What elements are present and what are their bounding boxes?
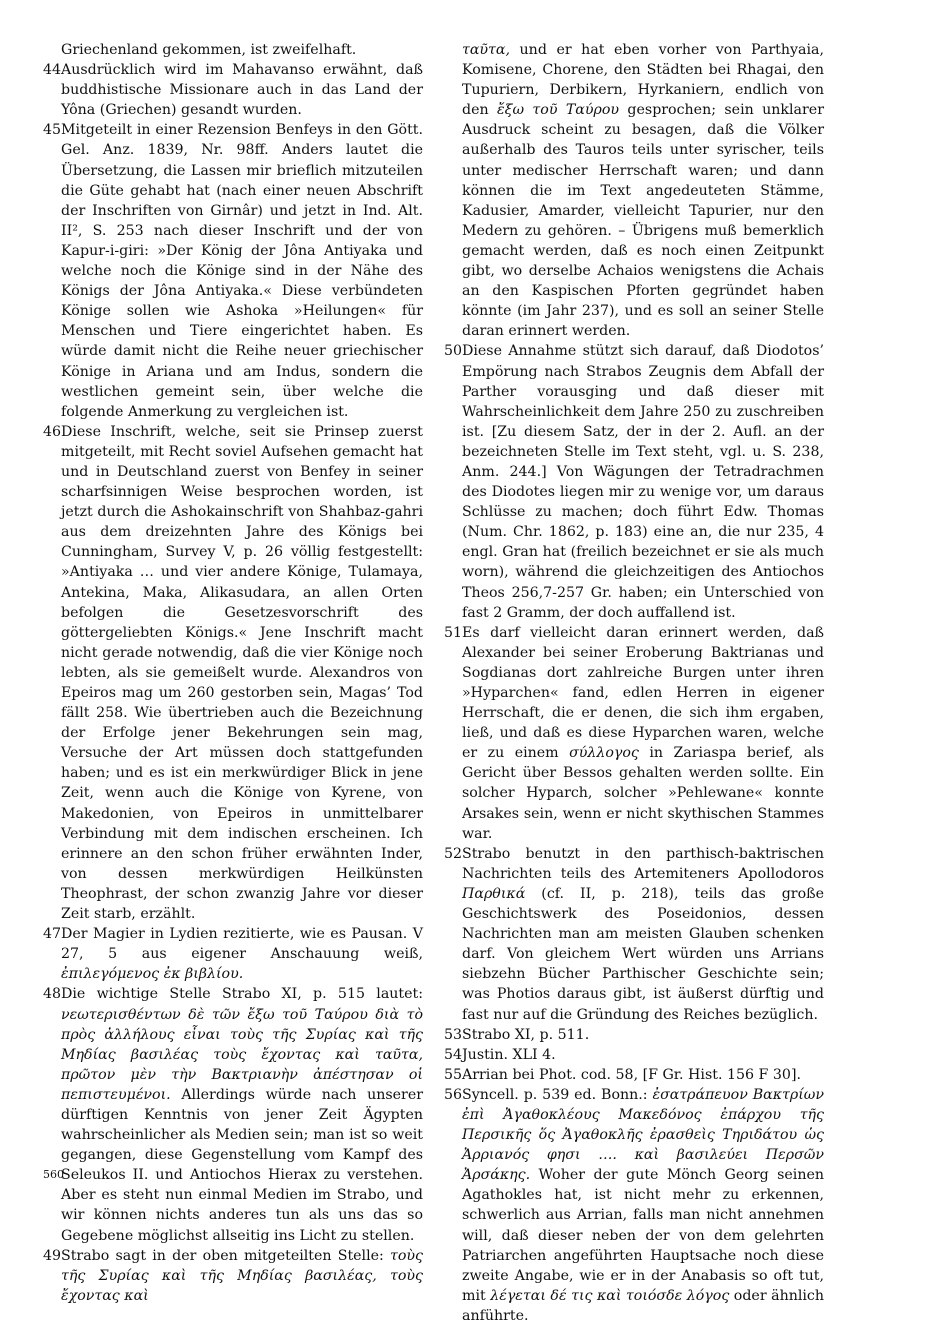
footnote-46: 46Diese Inschrift, welche, seit sie Prinsep zuerst mitgeteilt, mit Recht soviel Aufsehen gemacht hat und in Deutschland zuerst von Benfey in seiner scharfsinnigen Weise besprochen worden, ist jetzt durch die Ashokainschrift von Shahbaz-gahri aus dem dreizehnten Jahre des Königs bei Cunningham, Survey V, p. 26 völlig festgestellt: »Antiyaka … und vier andere Könige, Tulamaya, Antekina, Maka, Alikasudara, an allen Orten befolgen die Gesetzesvorschrift des göttergeliebten Königs.« Jene Inschrift macht nicht gerade notwendig, daß die vier Könige noch lebten, als sie gemeißelt wurde. Alexandros von Epeiros mag um 260 gestorben sein, Magas’ Tod fällt 258. Wie übertrieben auch die Bezeichnung der Erfolge jener Bekehrungen sein mag, Versuche der Art müssen doch stattgefunden haben; und es ist ein merkwürdiger Blick in jene Zeit, wenn auch die Könige von Kyrene, von Makedonien, von Epeiros in unmittelbarer Verbindung mit dem indischen erscheinen. Ich erinnere an den schon früher erwähnten Inder, von dessen merkwürdigen Heilkünsten Theophrast, der schon zwanzig Jahre vor dieser Zeit starb, erzählt.	[43, 423, 423, 923]
greek-quote: λέγεται δέ τις καὶ τοιόσδε λόγος	[490, 1287, 730, 1304]
greek-quote: ἔξω τοῦ Ταύρου	[497, 102, 620, 119]
footnote-number: 52	[444, 845, 463, 862]
footnote-54: 54Justin. XLI 4.	[444, 1045, 824, 1065]
footnote-53: 53Strabo XI, p. 511.	[444, 1025, 824, 1045]
footnote-number: 56	[444, 1086, 463, 1103]
footnote-48: 48Die wichtige Stelle Strabo XI, p. 515 lautet: νεωτερισθέντων δὲ τῶν ἔξω τοῦ Ταύρου διὰ τὸ πρὸς ἀλλήλους εἶναι τοὺς τῆς Συρίας καὶ τῆς Μηδίας βασιλέας τοὺς ἔχοντας καὶ ταῦτα, πρῶτον μὲν τὴν Βακτριανὴν ἀπέστησαν οἱ πεπιστευμένοι. Allerdings würde nach unserer dürftigen Kenntnis von jener Zeit Ägypten wahrscheinlicher als Medien sein; man ist so weit gegangen, diese Gegenstellung vom Kampf des Seleukos II. und Antiochos Hierax zu verstehen. Aber es steht nun einmal Medien im Strabo, und wir können nichts anderes tun als uns das so Gegebene möglichst allseitig ins Licht zu stellen.	[43, 986, 423, 1244]
footnote-43-continuation: Griechenland gekommen, ist zweifelhaft.	[61, 42, 357, 58]
footnote-number: 44	[43, 62, 62, 79]
greek-quote: ἐσατράπευον Βακτρίων ἐπὶ Ἀγαθοκλέους Μακεδόνος ἐπάρχου τῆς Περσικῆς ὅς Ἀγαθοκλῆς ἐρασθεὶς Τηριδάτου ὡς Ἀρριανός φησι …. καὶ βασιλεύει Περσῶν Ἀρσάκης.	[462, 1086, 824, 1184]
footnote-number: 51	[444, 624, 463, 641]
footnote-52: 52Strabo benutzt in den parthisch-baktrischen Nachrichten teils des Artemiteners Apollodoros Παρθικά (cf. II, p. 218), teils das große Geschichtswerk des Poseidonios, dessen Nachrichten man am meisten Glauben schenken darf. Von gleichem Wert würden uns Arrians siebzehn Bücher Parthischer Geschichte sein; was Photios daraus gibt, ist äußerst dürftig und fast nur auf die Gründung des Reiches bezüglich.	[444, 845, 824, 1023]
greek-quote: νεωτερισθέντων δὲ τῶν ἔξω τοῦ Ταύρου διὰ τὸ πρὸς ἀλλήλους εἶναι τοὺς τῆς Συρίας καὶ τῆς Μηδίας βασιλέας τοὺς ἔχοντας καὶ ταῦτα, πρῶτον μὲν τὴν Βακτριανὴν ἀπέστησαν οἱ πεπιστευμένοι.	[61, 1006, 423, 1103]
footnote-number: 55	[444, 1066, 463, 1083]
greek-quote: ἐπιλεγόμενος ἐκ βιβλίου.	[61, 966, 244, 983]
footnote-number: 50	[444, 343, 463, 360]
footnote-49: 49Strabo sagt in der oben mitgeteilten Stelle: τοὺς τῆς Συρίας καὶ τῆς Μηδίας βασιλέας, τοὺς ἔχοντας καὶ	[43, 1247, 423, 1304]
footnote-55: 55Arrian bei Phot. cod. 58, [F Gr. Hist. 156 F 30].	[444, 1065, 824, 1085]
footnote-number: 53	[444, 1026, 463, 1043]
left-column	[43, 40, 423, 1306]
footnote-51: 51Es darf vielleicht daran erinnert werden, daß Alexander bei seiner Eroberung Baktrianas und Sogdianas dort zahlreiche Burgen unter ihren »Hyparchen« fand, edlen Herren in eigener Herrschaft, die er denen, die sich ihm ergaben, ließ, und daß es diese Hyparchen waren, welche er zu einem σύλλογος in Zariaspa berief, als Gericht über Bessos gehalten werden sollte. Ein solcher Hyparch, solcher »Pehlewane« konnte Arsakes sein, wenn er nicht skythischen Stammes war.	[444, 624, 824, 842]
page-number: 560	[43, 1168, 64, 1181]
footnote-45: 45Mitgeteilt in einer Rezension Benfeys in den Gött. Gel. Anz. 1839, Nr. 98ff. Anders lautet die Übersetzung, die Lassen mir brieflich mitzuteilen die Güte gehabt hat (nach einer neuen Abschrift der Inschriften von Girnâr) und jetzt in Ind. Alt. II², S. 253 nach dieser Inschrift und der von Kapur-i-giri: »Der König der Jôna Antiyaka und welche noch die Könige sind in der Nähe des Königs der Jôna Antiyaka.« Diese verbündeten Könige sollen wie Ashoka »Heilungen« für Menschen und Tiere eingerichtet haben. Es würde damit nicht die Reihe neuer griechischer Könige in Ariana und am Indus, sondern die westlichen gemeint sein, über welche die folgende Anmerkung zu vergleichen ist.	[43, 122, 423, 420]
right-column	[444, 40, 824, 1326]
footnote-number: 46	[43, 423, 62, 440]
footnote-number: 48	[43, 986, 62, 1003]
footnote-number: 49	[43, 1247, 62, 1264]
footnote-number: 47	[43, 926, 62, 943]
greek-term: σύλλογος	[569, 745, 639, 762]
footnote-49-continuation: ταῦτα, und er hat eben vorher von Parthyaia, Komisene, Chorene, den Städten bei Rhagai, den Tupuriern, Derbikern, Hyrkaniern, endlich von den ἔξω τοῦ Ταύρου gesprochen; sein unklarer Ausdruck scheint zu besagen, daß die Völker außerhalb des Tauros teils unter syrischer, teils unter medischer Herrschaft waren; und dann können die im Text angedeuteten Stämme, Kadusier, Amarder, vielleicht Tapurier, nur den Medern zu gehören. – Übrigens muß bemerklich gemacht werden, daß es noch einen Zeitpunkt gibt, wo derselbe Achaios wenigstens die Achais an den Kaspischen Pforten gegründet haben könnte (im Jahr 237), und es soll an seiner Stelle daran erinnert werden.	[462, 42, 824, 340]
greek-term: Παρθικά	[462, 885, 526, 902]
greek-quote: τοὺς τῆς Συρίας καὶ τῆς Μηδίας βασιλέας, τοὺς ἔχοντας καὶ	[61, 1247, 423, 1304]
footnote-number: 54	[444, 1046, 463, 1063]
greek-quote: ταῦτα,	[462, 42, 510, 58]
footnote-number: 45	[43, 122, 62, 139]
footnote-56: 56Syncell. p. 539 ed. Bonn.: ἐσατράπευον Βακτρίων ἐπὶ Ἀγαθοκλέους Μακεδόνος ἐπάρχου τῆς Περσικῆς ὅς Ἀγαθοκλῆς ἐρασθεὶς Τηριδάτου ὡς Ἀρριανός φησι …. καὶ βασιλεύει Περσῶν Ἀρσάκης. Woher der gute Mönch Georg seinen Agathokles hat, ist nicht mehr zu erkennen, schwerlich aus Arrian, falls man nicht annehmen will, daß dieser neben der von dem gelehrten Patriarchen angeführten Hauptsache noch diese zweite Angabe, wie er in der Anabasis so oft tut, mit λέγεται δέ τις καὶ τοιόσδε λόγος oder ähnlich anführte.	[444, 1086, 825, 1324]
footnote-47: 47Der Magier in Lydien rezitierte, wie es Pausan. V 27, 5 aus eigener Anschauung weiß, ἐπιλεγόμενος ἐκ βιβλίου.	[43, 926, 423, 983]
footnote-50: 50Diese Annahme stützt sich darauf, daß Diodotos’ Empörung nach Strabos Zeugnis dem Abfall der Parther vorausging und daß dieser mit Wahrscheinlichkeit dem Jahre 250 zu zuschreiben ist. [Zu diesem Satz, der in der 2. Aufl. an der bezeichneten Stelle im Text steht, vgl. u. S. 238, Anm. 244.] Von Wägungen der Tetradrachmen des Diodotes liegen mir zu wenige vor, um daraus Schlüsse zu machen; doch führt Edw. Thomas (Num. Chr. 1862, p. 183) eine an, die nur 235, 4 engl. Gran hat (freilich bezeichnet er sie als much worn), während die gleichzeitigen des Antiochos Theos 256,7-257 Gr. haben; ein Unterschied von fast 2 Gramm, der doch auffallend ist.	[444, 343, 824, 621]
footnote-44: 44Ausdrücklich wird im Mahavanso erwähnt, daß buddhistische Missionare auch in das Land der Yôna (Griechen) gesandt wurden.	[43, 62, 423, 119]
